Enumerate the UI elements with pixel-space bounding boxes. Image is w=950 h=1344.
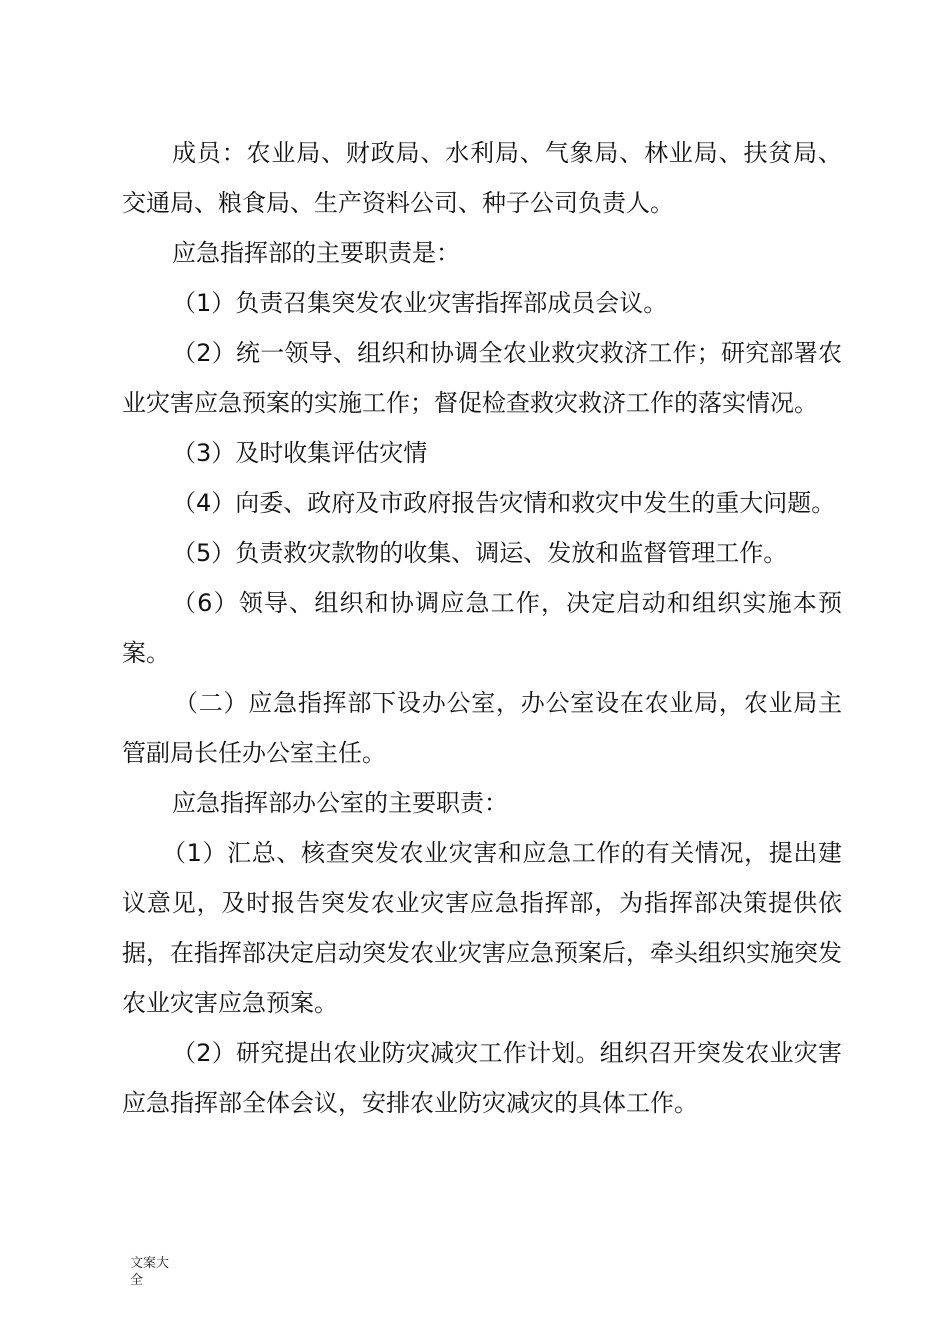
document-body: [122, 128, 842, 1128]
paragraph-duty-2: （2）统一领导、组织和协调全农业救灾救济工作；研究部署农业灾害应急预案的实施工作；督促检查救灾救济工作的落实情况。: [122, 339, 842, 417]
paragraph-office-duties-heading: 应急指挥部办公室的主要职责：: [172, 789, 508, 817]
paragraph-office-duty-2: （2）研究提出农业防灾减灾工作计划。组织召开突发农业灾害应急指挥部全体会议，安排农业防灾减灾的具体工作。: [122, 1039, 842, 1117]
paragraph-duty-5: （5）负责救灾款物的收集、调运、发放和监督管理工作。: [172, 539, 788, 567]
paragraph-duties-heading: 应急指挥部的主要职责是：: [172, 239, 460, 267]
paragraph-duty-4: （4）向委、政府及市政府报告灾情和救灾中发生的重大问题。: [172, 489, 836, 517]
paragraph-duty-6: （6）领导、组织和协调应急工作，决定启动和组织实施本预案。: [122, 589, 842, 667]
paragraph-members: 成员：农业局、财政局、水利局、气象局、林业局、扶贫局、交通局、粮食局、生产资料公司、种子公司负责人。: [122, 139, 842, 217]
paragraph-office-duty-1: （1）汇总、核查突发农业灾害和应急工作的有关情况，提出建议意见，及时报告突发农业灾害应急指挥部，为指挥部决策提供依据，在指挥部决定启动突发农业灾害应急预案后，牵头组织实施突发农业灾害应急预案。: [122, 839, 842, 1017]
paragraph-duty-3: （3）及时收集评估灾情: [172, 439, 428, 467]
footer-watermark-text: 文案大全: [130, 1256, 170, 1288]
paragraph-duty-1: （1）负责召集突发农业灾害指挥部成员会议。: [172, 289, 668, 317]
paragraph-office-setup: （二）应急指挥部下设办公室，办公室设在农业局，农业局主管副局长任办公室主任。: [122, 689, 842, 767]
